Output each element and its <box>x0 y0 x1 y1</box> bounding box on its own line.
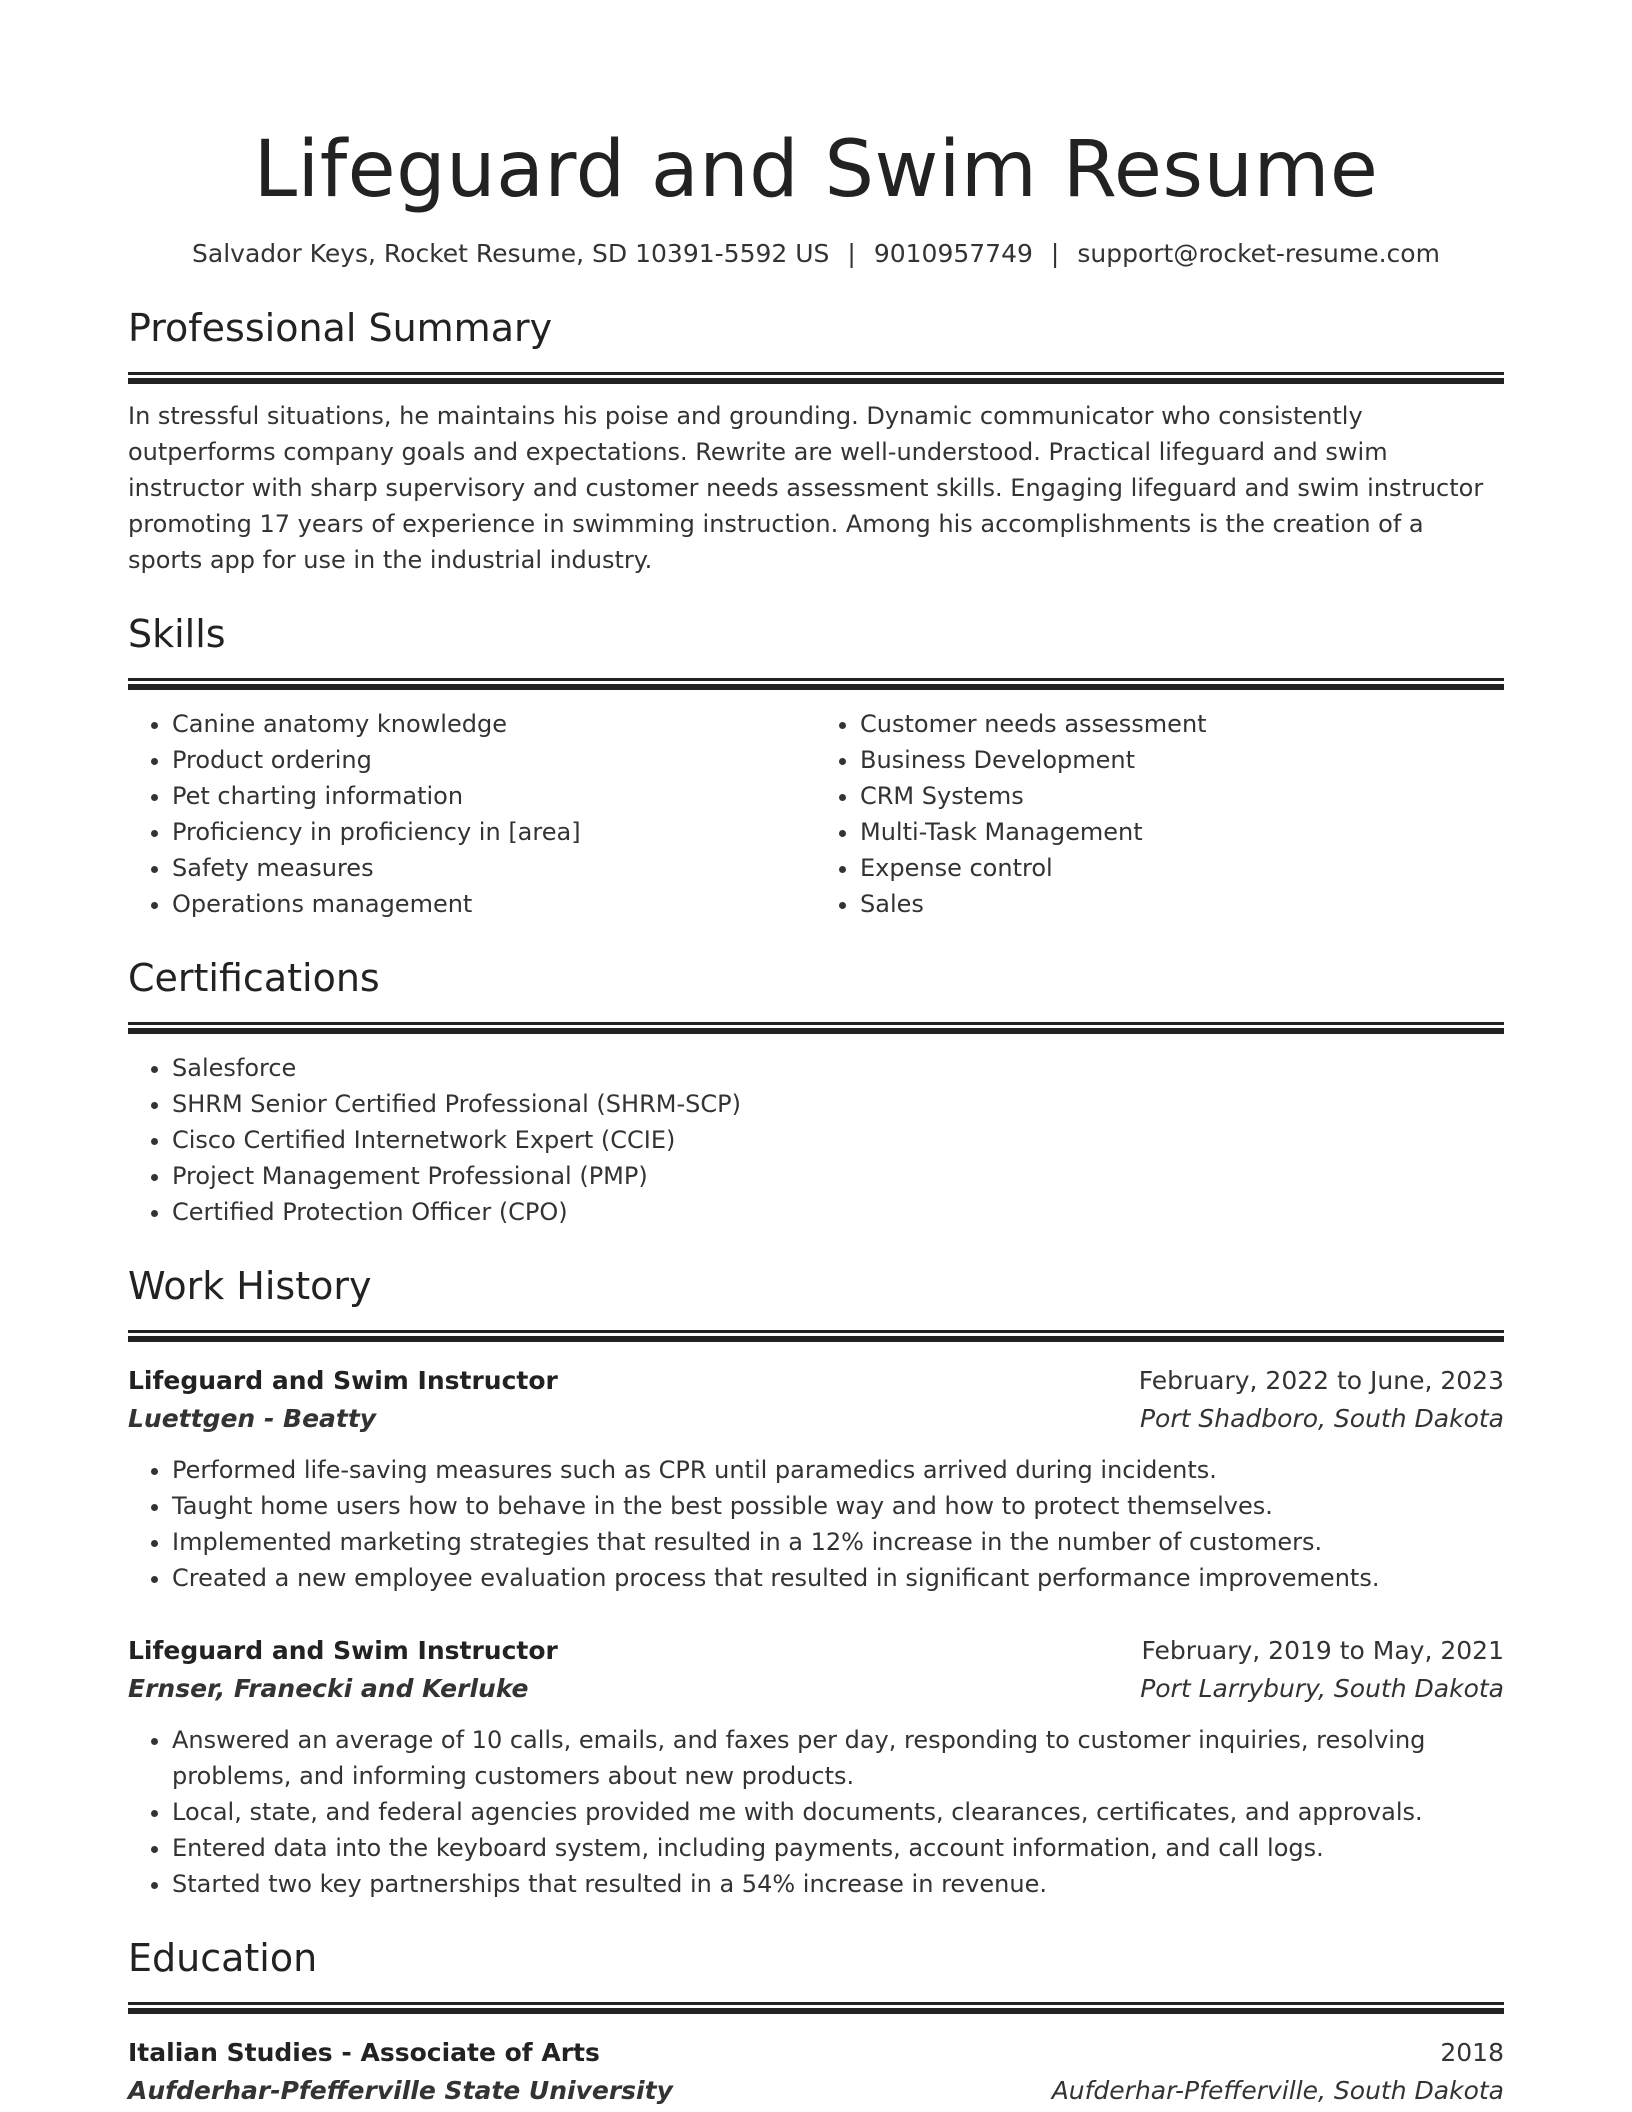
job-location: Port Larrybury, South Dakota <box>1140 1674 1504 1703</box>
job-bullet: • Performed life-saving measures such as CPR until paramedics arrived during incidents. <box>172 1452 1504 1488</box>
job-bullet: • Entered data into the keyboard system, including payments, account information, and call logs. <box>172 1830 1504 1866</box>
certification-item: • SHRM Senior Certified Professional (SHRM-SCP) <box>172 1086 1504 1122</box>
job-header-row <box>128 1362 1504 1400</box>
job-bullets <box>128 1722 1504 1902</box>
education-location: Aufderhar-Pfefferville, South Dakota <box>1051 2076 1504 2105</box>
job-bullet: • Created a new employee evaluation process that resulted in significant performance improvements. <box>172 1560 1504 1596</box>
contact-separator: | <box>847 239 856 268</box>
section-heading-certifications: Certifications <box>128 956 380 1000</box>
job-subheader-row <box>128 1670 1504 1708</box>
summary-text: In stressful situations, he maintains his poise and grounding. Dynamic communicator who consistently outperforms company goals and expectations. Rewrite are well-understood. Practical lifeguard and swim instructor with sharp supervisory and customer needs assessment skills. Engaging lifeguard and swim instructor promoting 17 years of experience in swimming instruction. Among his accomplishments is the creation of a sports app for use in the industrial industry. <box>128 402 1484 574</box>
section-heading-education: Education <box>128 1936 318 1980</box>
skill-item: • Pet charting information <box>172 778 816 814</box>
job-bullets <box>128 1452 1504 1596</box>
job-location: Port Shadboro, South Dakota <box>1139 1404 1504 1433</box>
job-subheader-row <box>128 1400 1504 1438</box>
contact-phone: 9010957749 <box>873 239 1033 268</box>
certification-item: • Project Management Professional (PMP) <box>172 1158 1504 1194</box>
certification-item: • Cisco Certified Internetwork Expert (CCIE) <box>172 1122 1504 1158</box>
job-entry <box>128 1362 1504 1596</box>
job-company: Luettgen - Beatty <box>128 1404 377 1433</box>
section-heading-summary: Professional Summary <box>128 306 553 350</box>
skills-list-right <box>816 706 1504 922</box>
resume-title: Lifeguard and Swim Resume <box>253 125 1379 215</box>
education-subheader-row <box>128 2072 1504 2110</box>
job-title: Lifeguard and Swim Instructor <box>128 1636 558 1665</box>
skill-item: • Canine anatomy knowledge <box>172 706 816 742</box>
contact-address: Salvador Keys, Rocket Resume, SD 10391-5592 US <box>192 239 830 268</box>
job-title: Lifeguard and Swim Instructor <box>128 1366 558 1395</box>
job-header-row <box>128 1632 1504 1670</box>
skill-item: • Customer needs assessment <box>860 706 1504 742</box>
job-bullet: • Started two key partnerships that resulted in a 54% increase in revenue. <box>172 1866 1504 1902</box>
contact-email: support@rocket-resume.com <box>1077 239 1440 268</box>
section-divider <box>128 2002 1504 2014</box>
job-entry <box>128 1632 1504 1902</box>
skill-item: • Operations management <box>172 886 816 922</box>
skills-section <box>128 610 1504 922</box>
section-divider <box>128 1330 1504 1342</box>
summary-section <box>128 304 1504 578</box>
education-entry <box>128 2034 1504 2110</box>
section-divider <box>128 678 1504 690</box>
job-bullet: • Implemented marketing strategies that resulted in a 12% increase in the number of customers. <box>172 1524 1504 1560</box>
skill-item: • Product ordering <box>172 742 816 778</box>
skill-item: • Business Development <box>860 742 1504 778</box>
skills-grid <box>128 690 1504 922</box>
skill-item: • CRM Systems <box>860 778 1504 814</box>
job-bullet: • Taught home users how to behave in the best possible way and how to protect themselves. <box>172 1488 1504 1524</box>
education-school: Aufderhar-Pfefferville State University <box>128 2076 673 2105</box>
education-degree: Italian Studies - Associate of Arts <box>128 2038 600 2067</box>
skills-list-left <box>128 706 816 922</box>
skill-item: • Safety measures <box>172 850 816 886</box>
skill-item: • Multi-Task Management <box>860 814 1504 850</box>
education-year: 2018 <box>1440 2038 1504 2067</box>
skill-item: • Expense control <box>860 850 1504 886</box>
education-section <box>128 1934 1504 2110</box>
certification-item: • Salesforce <box>172 1050 1504 1086</box>
certification-item: • Certified Protection Officer (CPO) <box>172 1194 1504 1230</box>
job-company: Ernser, Franecki and Kerluke <box>128 1674 529 1703</box>
contact-separator: | <box>1050 239 1060 268</box>
certifications-section <box>128 954 1504 1230</box>
skill-item: • Sales <box>860 886 1504 922</box>
section-divider <box>128 372 1504 384</box>
job-dates: February, 2022 to June, 2023 <box>1138 1366 1504 1395</box>
contact-line <box>128 238 1504 270</box>
section-heading-skills: Skills <box>128 612 226 656</box>
skill-item: • Proficiency in proficiency in [area] <box>172 814 816 850</box>
job-dates: February, 2019 to May, 2021 <box>1141 1636 1504 1665</box>
job-bullet: • Answered an average of 10 calls, emails, and faxes per day, responding to customer inquiries, resolving problems, and informing customers about new products. <box>172 1722 1504 1794</box>
work-history-section <box>128 1262 1504 1902</box>
section-divider <box>128 1022 1504 1034</box>
education-header-row <box>128 2034 1504 2072</box>
certifications-list <box>128 1050 1504 1230</box>
section-heading-work-history: Work History <box>128 1264 372 1308</box>
job-bullet: • Local, state, and federal agencies provided me with documents, clearances, certificates, and approvals. <box>172 1794 1504 1830</box>
